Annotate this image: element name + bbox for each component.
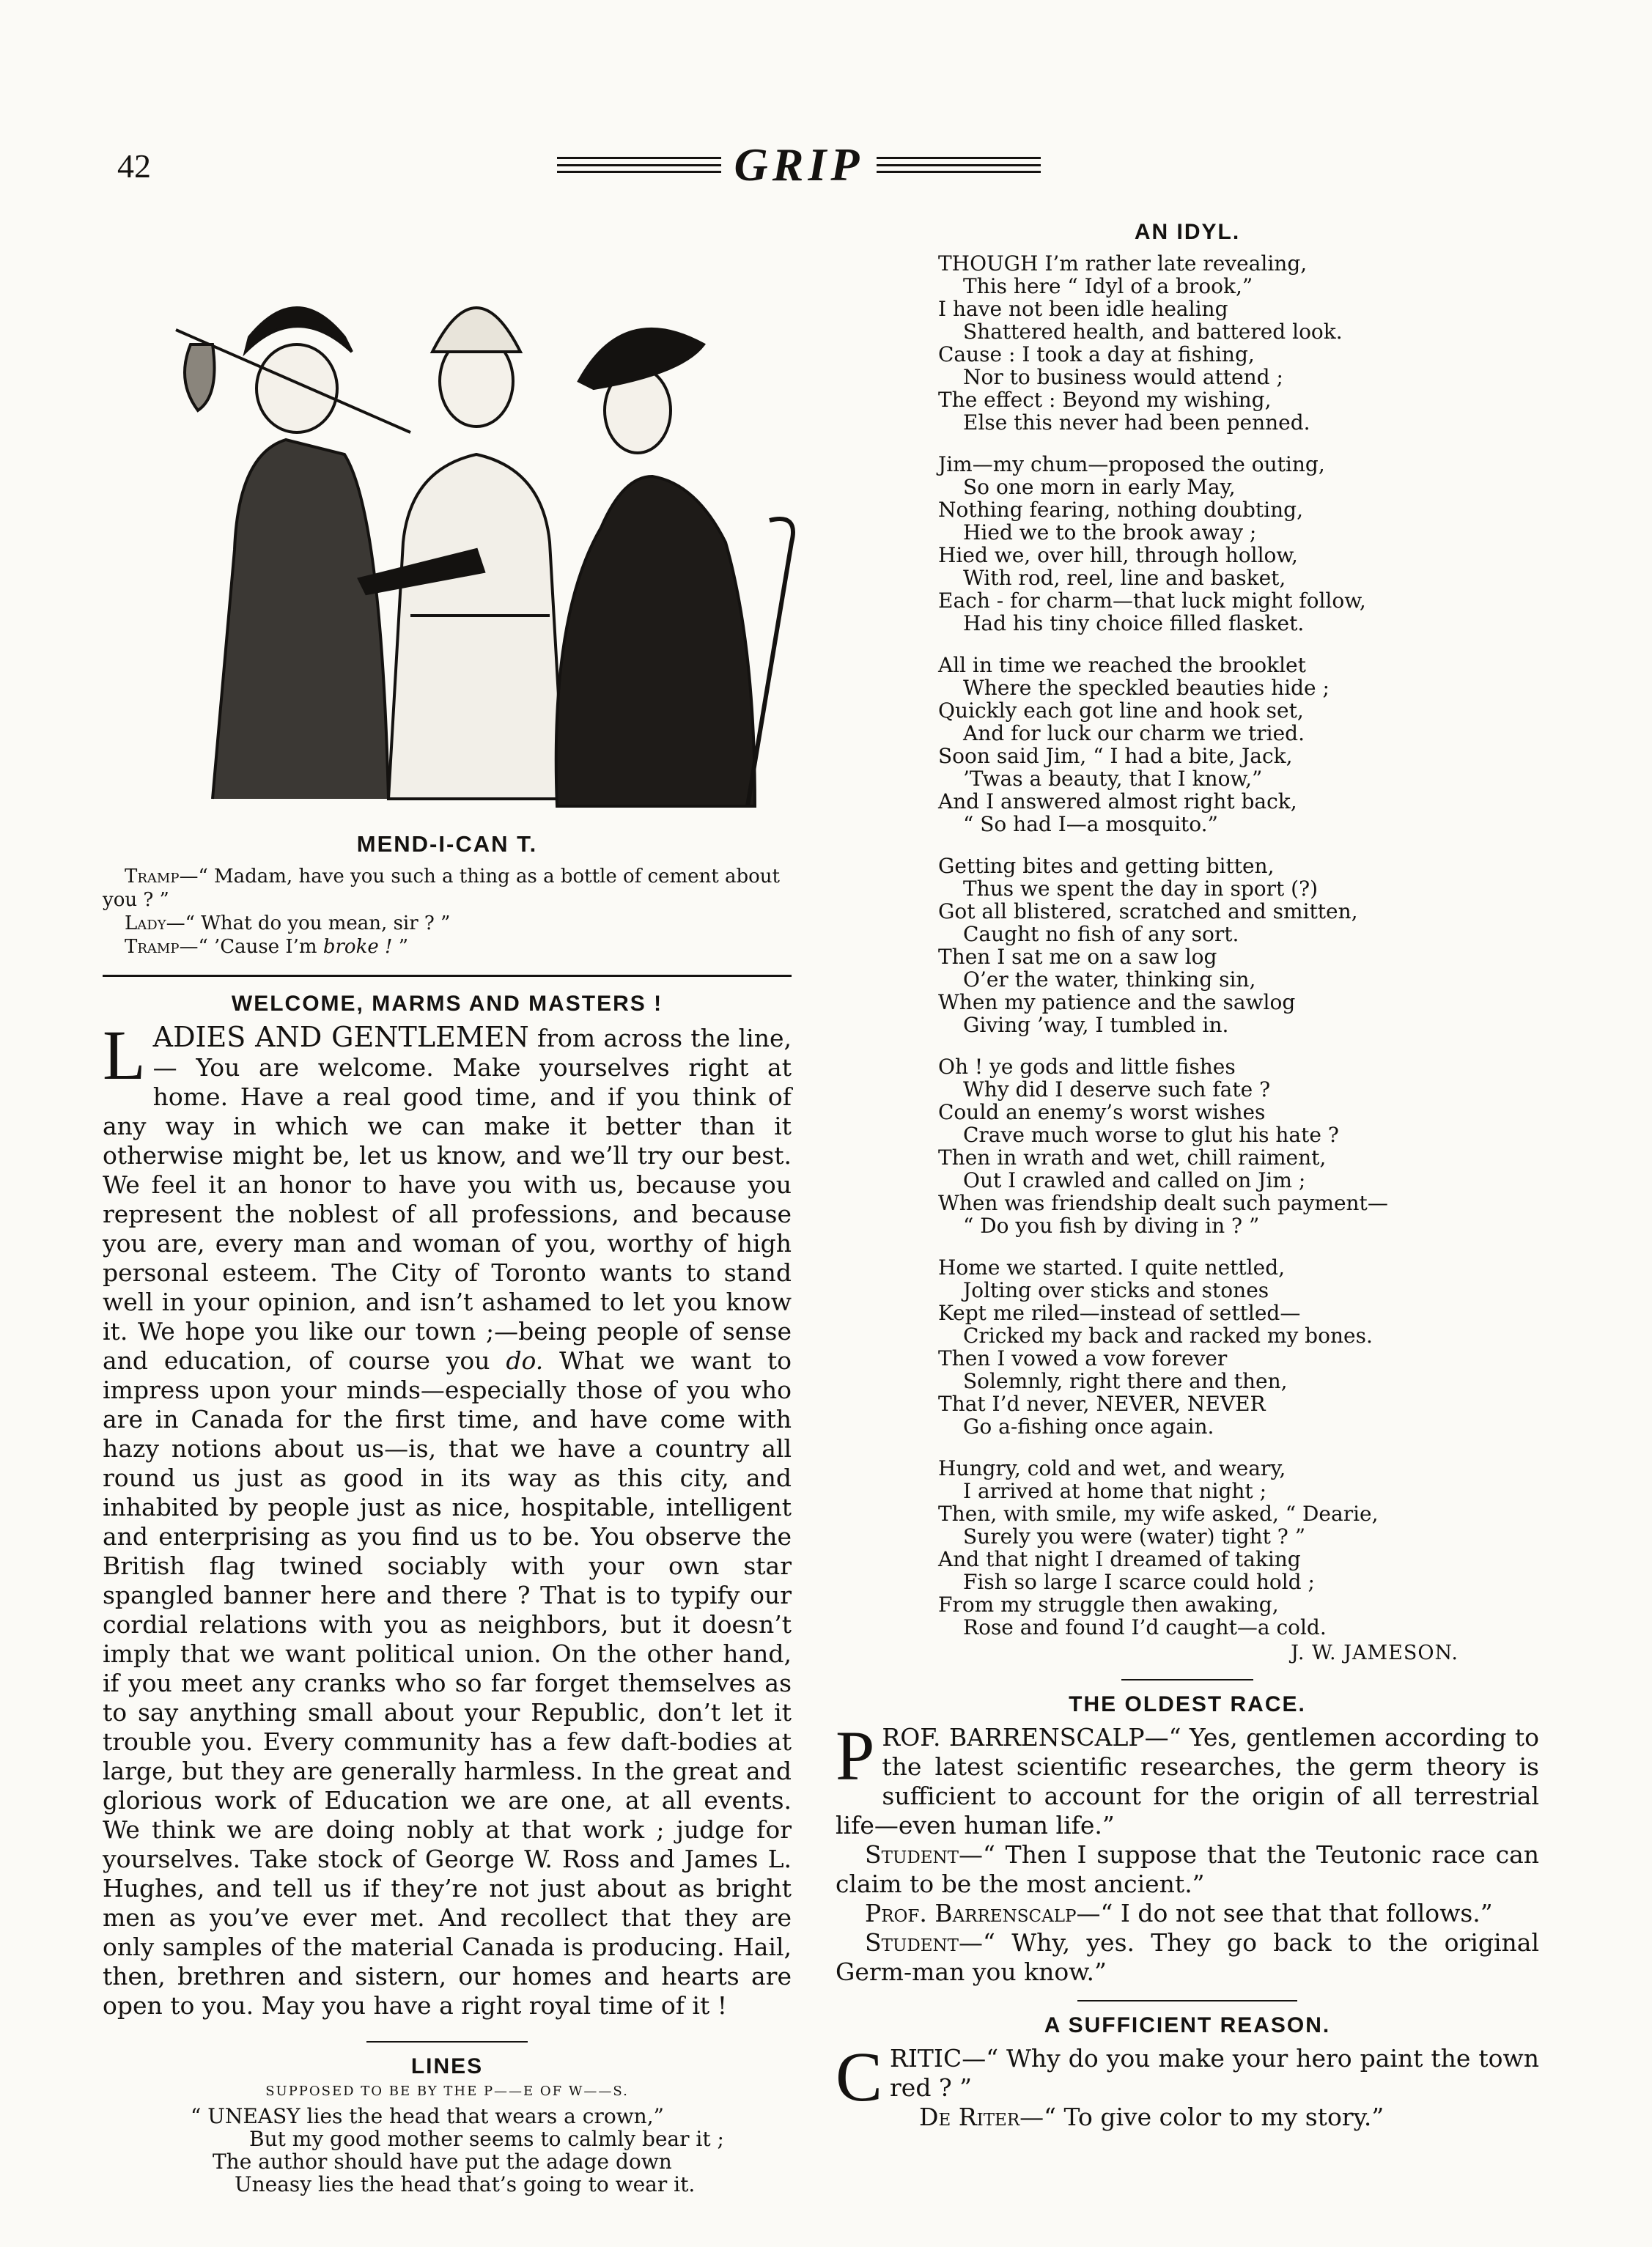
verse-line: Then I vowed a vow forever: [938, 1346, 1228, 1370]
verse-line: I arrived at home that night ;: [963, 1479, 1267, 1503]
oldest-race-title: THE OLDEST RACE.: [1069, 1692, 1306, 1716]
divider: [366, 2041, 528, 2043]
stanza: [938, 453, 1539, 635]
verse-line: Hungry, cold and wet, and weary,: [938, 1456, 1286, 1480]
stanza: [938, 654, 1539, 835]
welcome-title: WELCOME, MARMS AND MASTERS !: [231, 992, 663, 1016]
masthead-title: GRIP: [734, 139, 864, 191]
lines-subtitle: SUPPOSED TO BE BY THE P——E OF W——S.: [265, 2084, 629, 2099]
stanza: [938, 252, 1539, 434]
verse-line: Soon said Jim, “ I had a bite, Jack,: [938, 744, 1293, 768]
verse-line: But my good mother seems to calmly bear it ;: [249, 2127, 724, 2151]
verse-line: Else this never had been penned.: [963, 410, 1310, 435]
verse-line: Then, with smile, my wife asked, “ Dearie,: [938, 1502, 1379, 1526]
paragraph: PROF. BARRENSCALP—“ Yes, gentlemen according to the latest scientific researches, the germ theory is sufficient to account for the origin of all terrestrial life—even human life.”: [836, 1716, 1539, 1840]
verse-line: All in time we reached the brooklet: [938, 653, 1306, 677]
caption-line: Lady—“ What do you mean, sir ? ”: [125, 912, 451, 934]
caption-line: Tramp—“ Madam, have you such a thing as a bottle of cement about you ? ”: [103, 866, 780, 911]
verse-line: Then I sat me on a saw log: [938, 945, 1217, 969]
verse-line: With rod, reel, line and basket,: [963, 566, 1286, 590]
verse-line: Fish so large I scarce could hold ;: [963, 1570, 1315, 1594]
verse-line: The author should have put the adage down: [213, 2150, 672, 2174]
paragraph: Student—“ Then I suppose that the Teutonic race can claim to be the most ancient.”: [836, 1840, 1539, 1898]
verse-line: Jim—my chum—proposed the outing,: [938, 452, 1325, 476]
verse-line: Could an enemy’s worst wishes: [938, 1100, 1266, 1124]
left-column: [103, 220, 792, 2196]
verse-line: Nor to business would attend ;: [963, 365, 1283, 389]
masthead-rule-right: [877, 157, 1041, 173]
verse-line: This here “ Idyl of a brook,”: [963, 274, 1253, 298]
verse-line: Nothing fearing, nothing doubting,: [938, 498, 1303, 522]
divider: [103, 975, 792, 977]
divider: [1077, 2000, 1297, 2001]
verse-line: And I answered almost right back,: [938, 789, 1297, 813]
stanza: [938, 1457, 1539, 1639]
verse-line: “ UNEASY lies the head that wears a crown,”: [191, 2104, 664, 2128]
verse-line: Jolting over sticks and stones: [963, 1278, 1269, 1302]
idyl-title: AN IDYL.: [1134, 220, 1241, 244]
verse-line: I have not been idle healing: [938, 297, 1228, 321]
lines-title: LINES: [410, 2054, 484, 2078]
masthead-rule-left: [557, 157, 721, 173]
verse-line: Surely you were (water) tight ? ”: [963, 1524, 1306, 1549]
verse-line: Home we started. I quite nettled,: [938, 1255, 1286, 1280]
paragraph: CRITIC—“ Why do you make your hero paint the town red ? ”: [836, 2037, 1539, 2116]
idyl-author: J. W. JAMESON.: [1291, 1642, 1459, 1664]
verse-line: Uneasy lies the head that’s going to wear it.: [235, 2172, 696, 2196]
paragraph: Prof. Barrenscalp—“ I do not see that that follows.”: [865, 1899, 1493, 1927]
verse-line: Cause : I took a day at fishing,: [938, 342, 1255, 366]
verse-line: Hied we, over hill, through hollow,: [938, 543, 1298, 567]
page-number: 42: [117, 147, 151, 185]
verse-line: Go a-fishing once again.: [963, 1414, 1214, 1439]
verse-line: Thus we spent the day in sport (?): [963, 877, 1319, 901]
stanza: [938, 1055, 1539, 1237]
oldest-race-body: [836, 1716, 1539, 1987]
paragraph: De Riter—“ To give color to my story.”: [919, 2103, 1384, 2131]
idyl-poem: [836, 252, 1539, 1639]
verse-line: The effect : Beyond my wishing,: [938, 388, 1272, 412]
verse-line: Then in wrath and wet, chill raiment,: [938, 1145, 1327, 1170]
right-column: [836, 220, 1539, 2132]
stanza: [938, 855, 1539, 1036]
sufficient-reason-title: A SUFFICIENT REASON.: [1044, 2013, 1331, 2037]
verse-line: When my patience and the sawlog: [938, 990, 1296, 1014]
verse-line: Caught no fish of any sort.: [963, 922, 1239, 946]
verse-line: And for luck our charm we tried.: [963, 721, 1305, 745]
caption-line: Tramp—“ ’Cause I’m broke ! ”: [125, 936, 409, 958]
verse-line: From my struggle then awaking,: [938, 1593, 1279, 1617]
verse-line: Had his tiny choice filled flasket.: [963, 611, 1305, 635]
verse-line: Got all blistered, scratched and smitten,: [938, 899, 1358, 923]
stanza: [938, 1256, 1539, 1438]
verse-line: Why did I deserve such fate ?: [963, 1077, 1271, 1102]
cartoon-illustration: [169, 235, 799, 821]
verse-line: When was friendship dealt such payment—: [938, 1191, 1388, 1215]
verse-line: “ So had I—a mosquito.”: [963, 812, 1218, 836]
verse-line: Rose and found I’d caught—a cold.: [963, 1615, 1327, 1639]
verse-line: Where the speckled beauties hide ;: [963, 676, 1330, 700]
verse-line: Getting bites and getting bitten,: [938, 854, 1275, 878]
verse-line: Kept me riled—instead of settled—: [938, 1301, 1301, 1325]
verse-line: Cricked my back and racked my bones.: [963, 1324, 1373, 1348]
verse-line: Giving ’way, I tumbled in.: [963, 1013, 1229, 1037]
verse-line: Crave much worse to glut his hate ?: [963, 1123, 1339, 1147]
verse-line: So one morn in early May,: [963, 475, 1236, 499]
verse-line: Out I crawled and called on Jim ;: [963, 1168, 1306, 1192]
verse-line: Oh ! ye gods and little fishes: [938, 1055, 1236, 1079]
cartoon-caption: [103, 865, 792, 959]
verse-line: “ Do you fish by diving in ? ”: [963, 1214, 1260, 1238]
divider: [1121, 1679, 1253, 1680]
verse-line: Hied we to the brook away ;: [963, 520, 1257, 545]
welcome-body: LADIES AND GENTLEMEN from across the line,— You are welcome. Make yourselves right at home. Have a real good time, and if you think of any way in which we can make it better than it otherwise might be, let us know, and we’ll try our best. We feel it an honor to have you with us, because you represent the noblest of all professions, and because you are, every man and woman of you, worthy of high personal esteem. The City of Toronto wants to stand well in your opinion, and isn’t ashamed to let you know it. We hope you like our town ;—being people of sense and education, of course you do. What we want to impress upon your minds—especially those of you who are in Canada for the first time, and have come with hazy notions about us—is, that we have a country all round us just as good in its way as this city, and inhabited by people just as nice, hospitable, intelligent and enterprising as you find us to be. You observe the British flag twined sociably with your own star spangled banner here and there ? That is to typify our cordial relations with you as neighbors, but it doesn’t imply that we want political union. On the other hand, if you meet any cranks who so far forget themselves as to say anything small about your Republic, don’t let it trouble you. Every community has a few daft-bodies at large, but they are generally harmless. In the great and glorious work of Education we are one, at all events. We think we are doing nobly at that work ; judge for yourselves. Take stock of George W. Ross and James L. Hughes, and tell us if they’re not just about as bright men as you’ve ever met. And recollect that they are only samples of the material Canada is producing. Hail, then, brethren and sistern, our homes and hearts are open to you. May you have a right royal time of it !: [103, 1016, 792, 2020]
verse-line: THOUGH I’m rather late revealing,: [938, 251, 1308, 276]
verse-line: Solemnly, right there and then,: [963, 1369, 1288, 1393]
verse-line: And that night I dreamed of taking: [938, 1547, 1301, 1571]
verse-line: ’Twas a beauty, that I know,”: [963, 767, 1263, 791]
verse-line: Shattered health, and battered look.: [963, 320, 1343, 344]
verse-line: That I’d never, NEVER, NEVER: [938, 1392, 1266, 1416]
paragraph: Student—“ Why, yes. They go back to the original Germ-man you know.”: [836, 1928, 1539, 1986]
masthead: [557, 139, 1041, 191]
verse-line: O’er the water, thinking sin,: [963, 967, 1256, 992]
verse-line: Each - for charm—that luck might follow,: [938, 588, 1366, 613]
sufficient-reason-body: [836, 2037, 1539, 2132]
verse-line: Quickly each got line and hook set,: [938, 698, 1304, 723]
cartoon-title: MEND-I-CAN T.: [356, 831, 538, 857]
lines-verse: [103, 2105, 792, 2196]
